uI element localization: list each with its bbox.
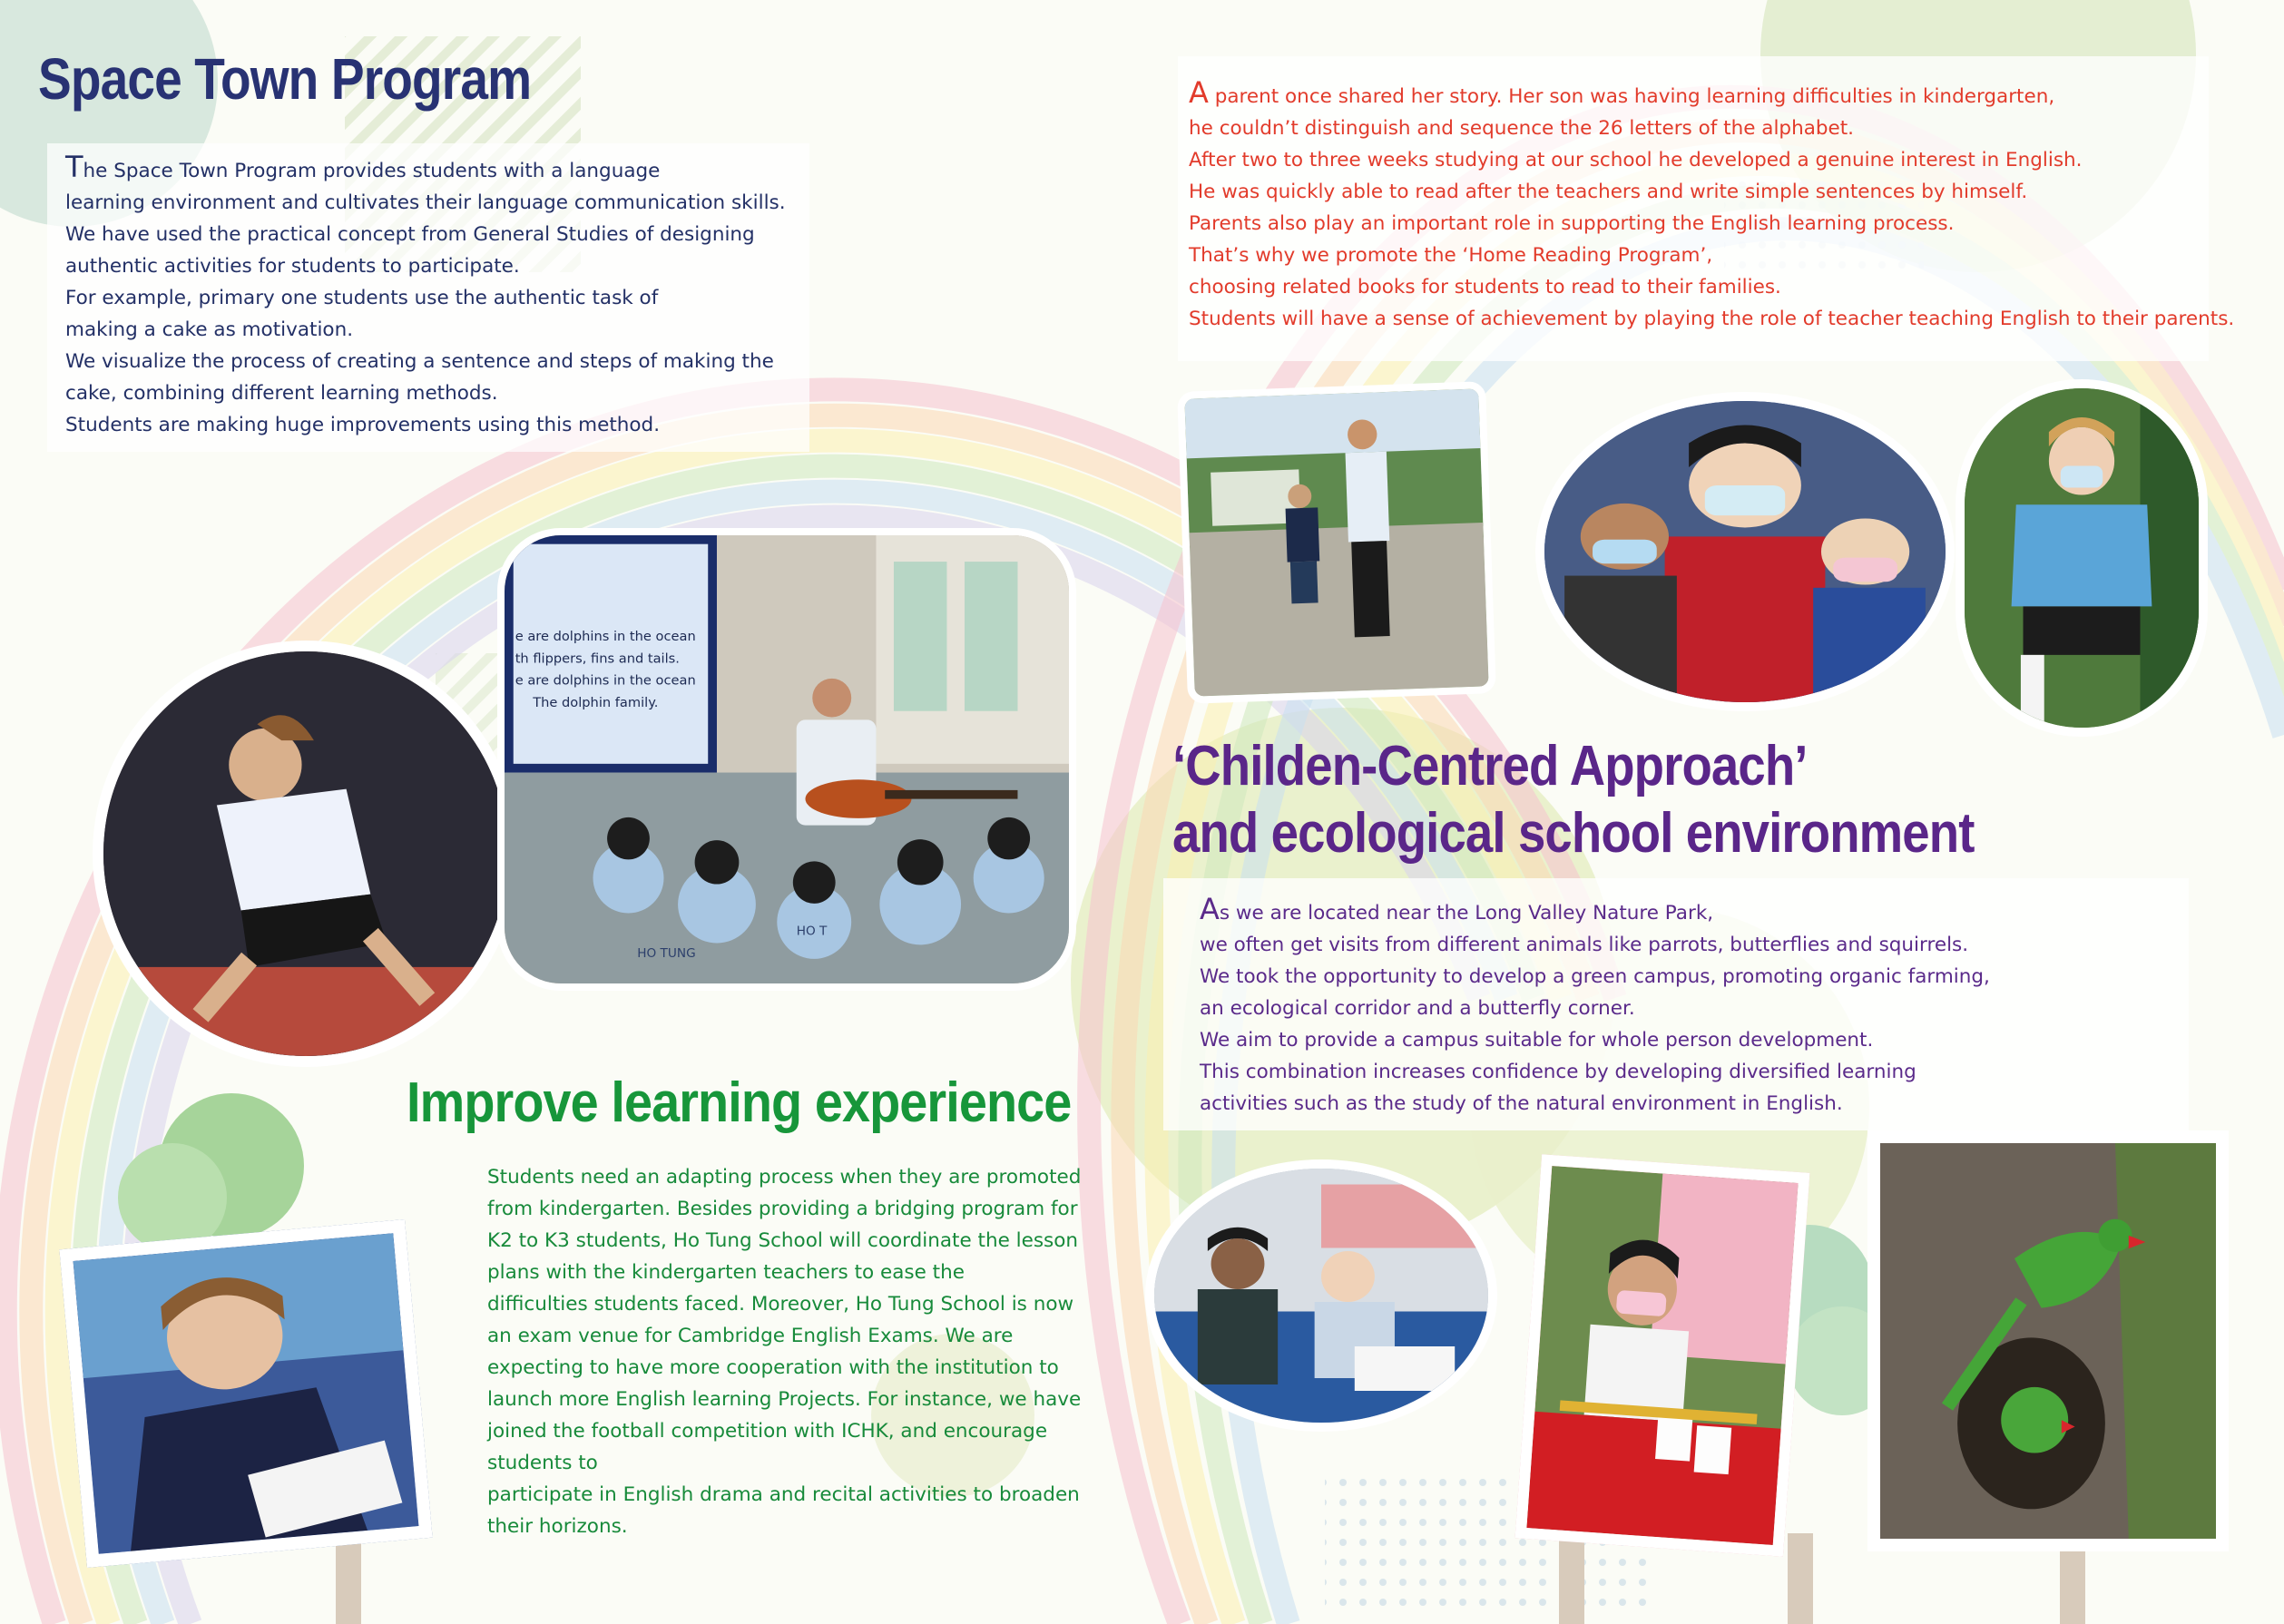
space-town-title: Space Town Program xyxy=(38,46,532,112)
dropcap: A xyxy=(1189,75,1209,110)
paragraph-line: Parents also play an important role in supporting the English learning process. xyxy=(1189,212,1955,235)
paragraph-line: we often get visits from different animals like parrots, butterflies and squirrels. xyxy=(1200,934,1969,956)
children-masks-photo xyxy=(1535,392,1955,711)
improve-learning-title: Improve learning experience xyxy=(407,1071,1072,1134)
ecology-paragraph xyxy=(1200,892,1990,1120)
paragraph-line: Students will have a sense of achievement by playing the role of teacher teaching English to their parents. xyxy=(1189,308,2235,330)
space-town-paragraph xyxy=(65,150,786,441)
paragraph-line: joined the football competition with ICHK, and encourage xyxy=(487,1420,1048,1443)
parent-story-paragraph xyxy=(1189,75,2235,335)
boy-writing-photo xyxy=(59,1219,432,1568)
screen-line: e are dolphins in the ocean xyxy=(515,629,696,645)
screen-line: th flippers, fins and tails. xyxy=(515,651,680,667)
paragraph-line: plans with the kindergarten teachers to ease the xyxy=(487,1261,965,1284)
classroom-guitar-photo xyxy=(497,528,1076,991)
paragraph-line: We visualize the process of creating a sentence and steps of making the xyxy=(65,350,774,373)
paragraph-line: choosing related books for students to read to their families. xyxy=(1189,276,1781,298)
paragraph-line: Students need an adapting process when they are promoted xyxy=(487,1166,1082,1189)
child-centred-title xyxy=(1172,733,1975,867)
paragraph-line: learning environment and cultivates their language communication skills. xyxy=(65,191,786,214)
paragraph-line: students to xyxy=(487,1452,598,1474)
paragraph-line: activities such as the study of the natural environment in English. xyxy=(1200,1092,1843,1115)
students-desk-photo xyxy=(1145,1159,1497,1432)
paragraph-line: authentic activities for students to participate. xyxy=(65,255,520,278)
title-line: ‘Childen-Centred Approach’ xyxy=(1172,735,1808,797)
paragraph-line: cake, combining different learning methods. xyxy=(65,382,498,405)
paragraph-line: After two to three weeks studying at our school he developed a genuine interest in English. xyxy=(1189,149,2083,171)
paragraph-line: For example, primary one students use the authentic task of xyxy=(65,287,659,309)
title-line: and ecological school environment xyxy=(1172,802,1975,865)
paragraph-line: an exam venue for Cambridge English Exams. We are xyxy=(487,1325,1014,1347)
paragraph-line: launch more English learning Projects. For instance, we have xyxy=(487,1388,1082,1411)
paragraph-line: their horizons. xyxy=(487,1515,628,1538)
dropcap: T xyxy=(65,150,83,184)
paragraph-line: That’s why we promote the ‘Home Reading Program’, xyxy=(1189,244,1713,267)
paragraph-line: expecting to have more cooperation with the institution to xyxy=(487,1356,1059,1379)
paragraph-line: s we are located near the Long Valley Nature Park, xyxy=(1219,902,1714,925)
shirt-text: HO T xyxy=(796,924,828,939)
screen-line: The dolphin family. xyxy=(533,694,659,710)
paragraph-line: parent once shared her story. Her son was having learning difficulties in kindergarten, xyxy=(1208,85,2055,108)
shirt-text: HO TUNG xyxy=(637,945,696,961)
paragraph-line: We took the opportunity to develop a green campus, promoting organic farming, xyxy=(1200,965,1990,988)
paragraph-line: from kindergarten. Besides providing a bridging program for xyxy=(487,1198,1078,1220)
girl-party-photo xyxy=(1515,1154,1810,1557)
running-boy-photo xyxy=(93,641,519,1067)
paragraph-line: difficulties students faced. Moreover, Ho Tung School is now xyxy=(487,1293,1074,1316)
screen-line: e are dolphins in the ocean xyxy=(515,672,696,689)
paragraph-line: he Space Town Program provides students with a language xyxy=(83,160,661,182)
paragraph-line: Students are making huge improvements using this method. xyxy=(65,414,661,436)
paragraph-line: This combination increases confidence by developing diversified learning xyxy=(1200,1061,1916,1083)
paragraph-line: participate in English drama and recital activities to broaden xyxy=(487,1483,1080,1506)
paragraph-line: an ecological corridor and a butterfly corner. xyxy=(1200,997,1635,1020)
dropcap: A xyxy=(1200,892,1220,926)
paragraph-line: making a cake as motivation. xyxy=(65,318,354,341)
improve-learning-paragraph xyxy=(487,1161,1081,1542)
paragraph-line: he couldn’t distinguish and sequence the 26 letters of the alphabet. xyxy=(1189,117,1855,140)
parrots-photo xyxy=(1867,1130,2229,1551)
paragraph-line: We have used the practical concept from General Studies of designing xyxy=(65,223,755,246)
paragraph-line: We aim to provide a campus suitable for whole person development. xyxy=(1200,1029,1874,1052)
paragraph-line: He was quickly able to read after the teachers and write simple sentences by himself. xyxy=(1189,181,2028,203)
paragraph-line: K2 to K3 students, Ho Tung School will coordinate the lesson xyxy=(487,1229,1079,1252)
outdoor-lesson-photo xyxy=(1177,381,1496,704)
boy-kneeling-photo xyxy=(1956,379,2208,737)
